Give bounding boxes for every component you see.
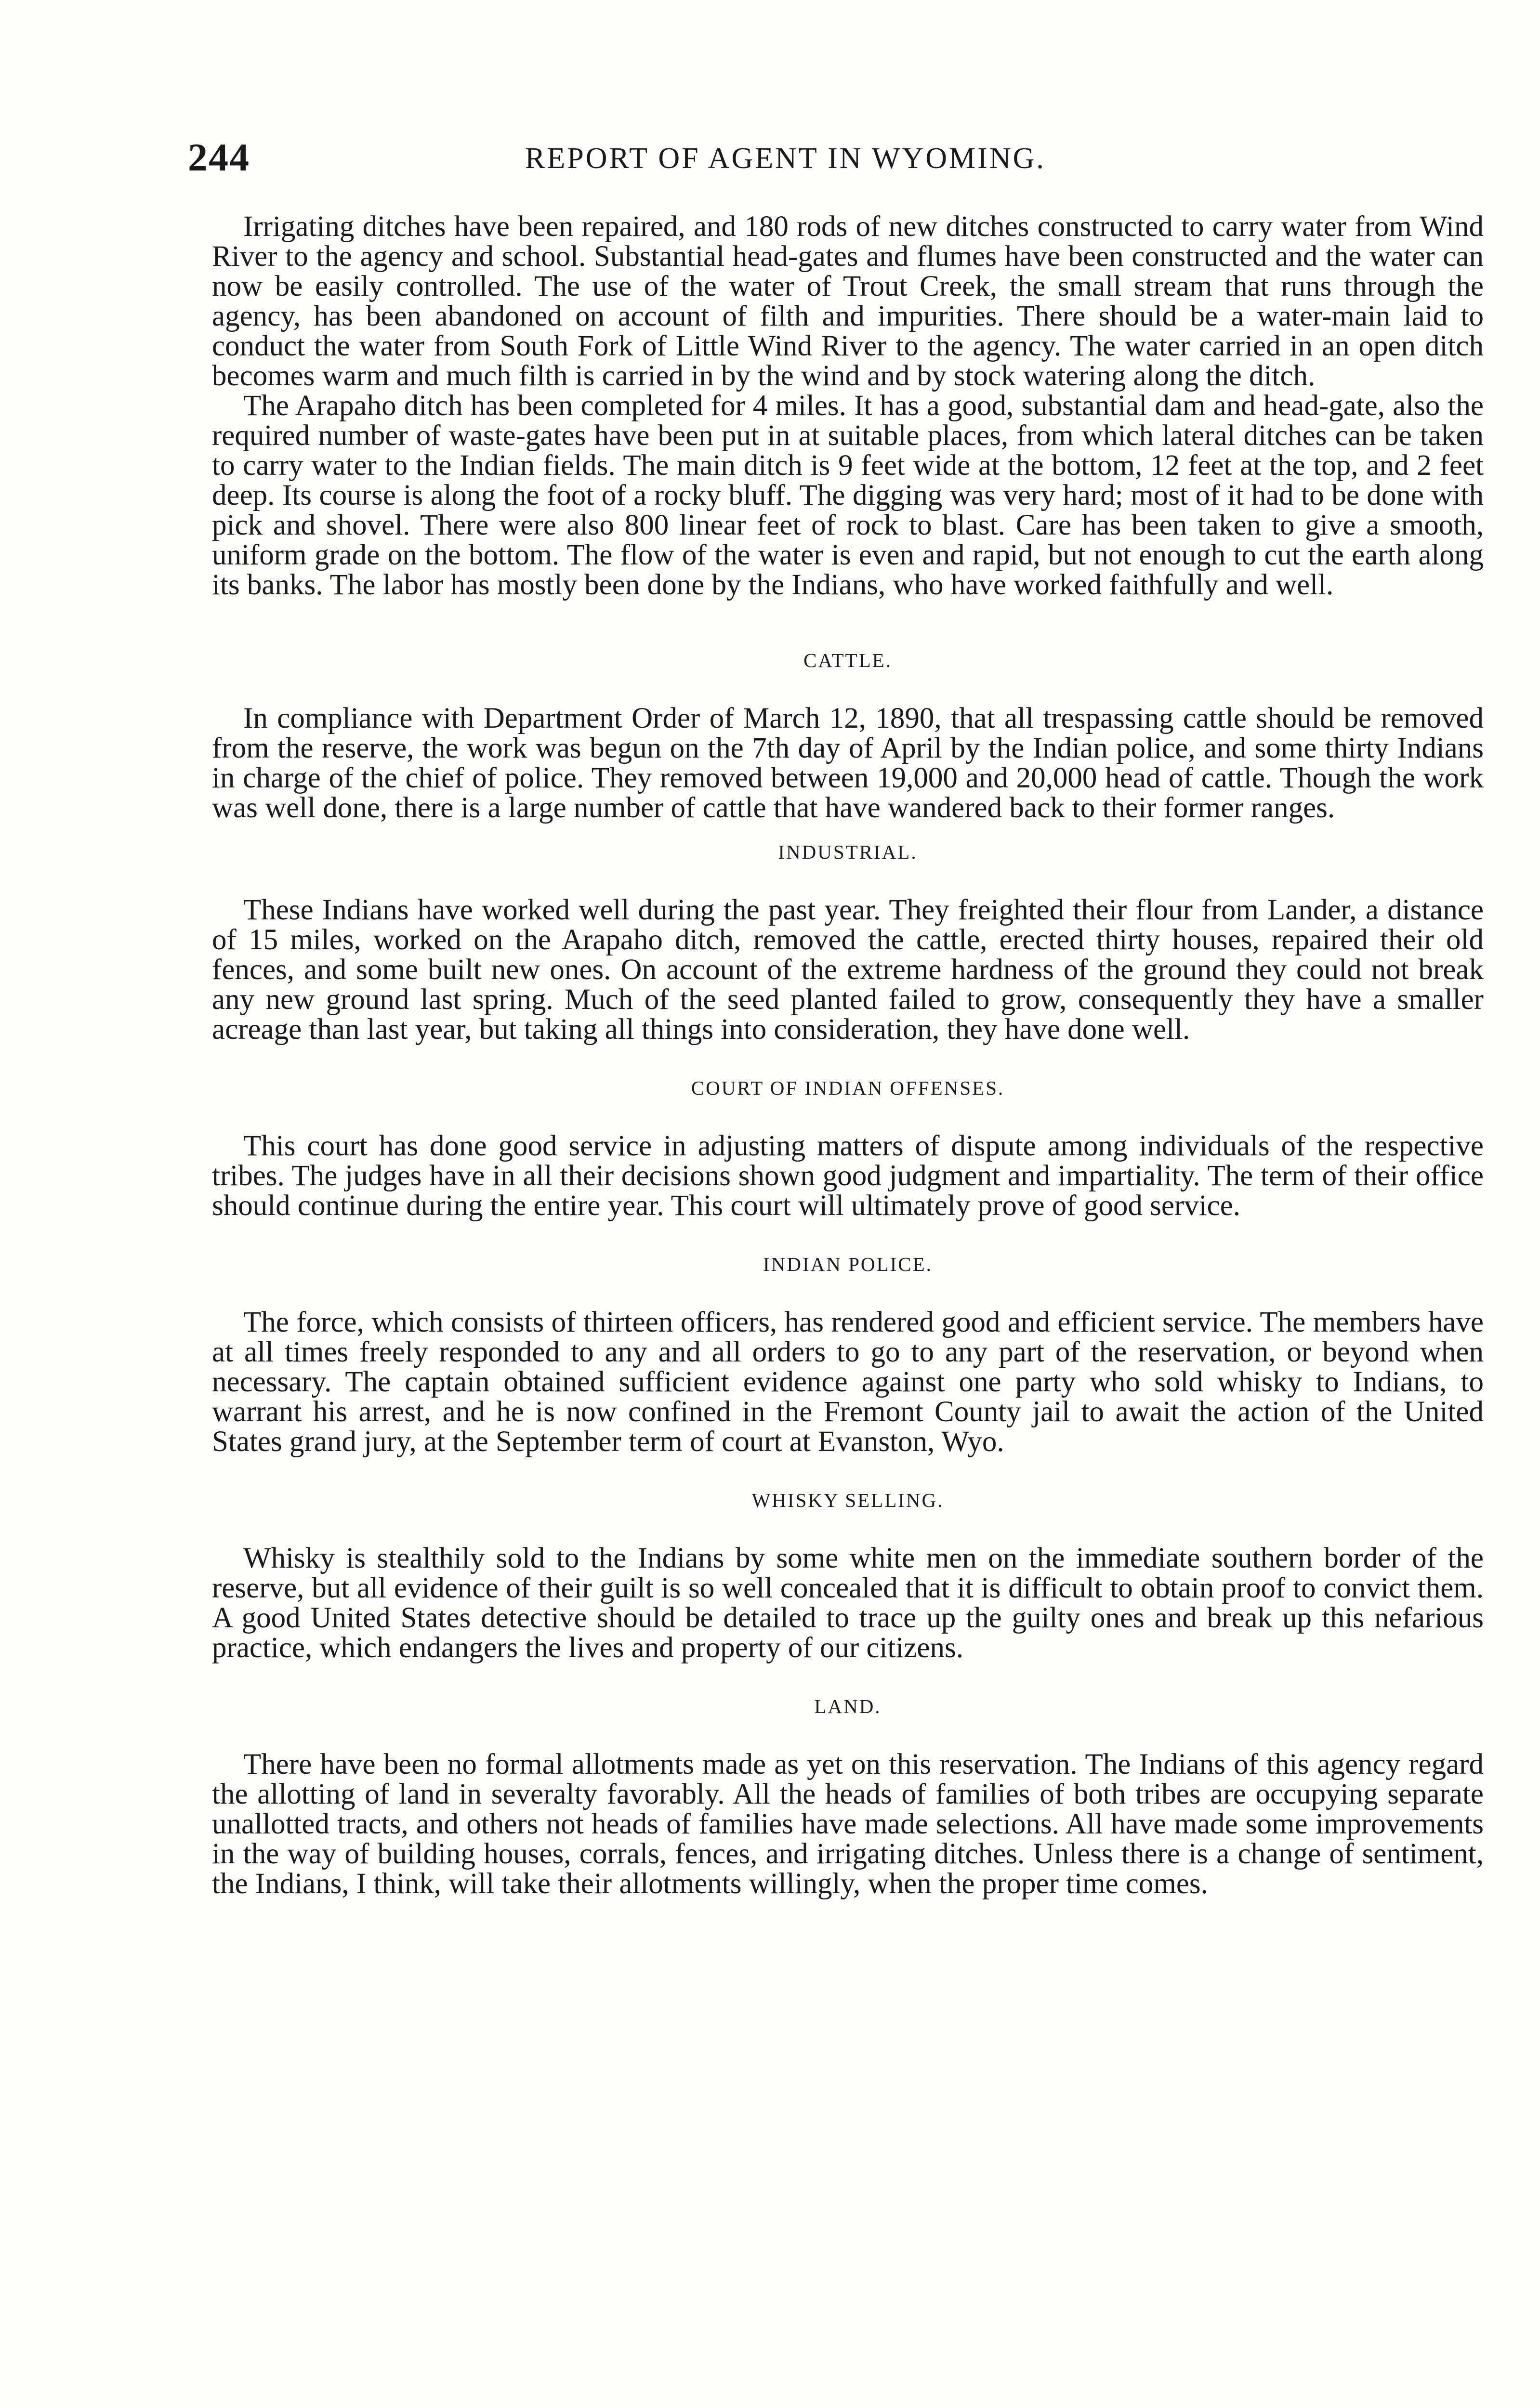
paragraph-industrial: These Indians have worked well during the past year. They freighted their flour from Lander, a distance of 15 miles, worked on the Arapaho ditch, removed the cattle, erected thirty houses, repaired their old fences, and some built new ones. On account of the extreme hardness of the ground they could not break any new ground last spring. Much of the seed planted failed to grow, consequently they have a smaller acreage than last year, but taking all things into consideration, they have done well.	[212, 894, 1484, 1046]
paragraph-irrigating-ditches: Irrigating ditches have been repaired, and 180 rods of new ditches constructed to carry water from Wind River to the agency and school. Substantial head-gates and flumes have been constructed and the water can now be easily controlled. The use of the water of Trout Creek, the small stream that runs through the agency, has been abandoned on account of filth and impurities. There should be a water-main laid to conduct the water from South Fork of Little Wind River to the agency. The water carried in an open ditch becomes warm and much filth is carried in by the wind and by stock watering along the ditch.	[212, 210, 1484, 392]
page-header	[188, 135, 1508, 188]
running-head: REPORT OF AGENT IN WYOMING.	[525, 142, 1046, 175]
body-text	[212, 212, 1484, 1899]
section-heading-court: COURT OF INDIAN OFFENSES.	[691, 1077, 1005, 1099]
page-number: 244	[188, 135, 250, 179]
paragraph-cattle: In compliance with Department Order of March 12, 1890, that all trespassing cattle should be removed from the reserve, the work was begun on the 7th day of April by the Indian police, and some thirty Indians in charge of the chief of police. They removed between 19,000 and 20,000 head of cattle. Though the work was well done, there is a large number of cattle that have wandered back to their former ranges.	[212, 702, 1484, 824]
section-heading-industrial: INDUSTRIAL.	[778, 841, 918, 863]
section-heading-cattle: CATTLE.	[803, 649, 892, 671]
paragraph-court: This court has done good service in adjusting matters of dispute among individuals of the respective tribes. The judges have in all their decisions shown good judgment and impartiality. The term of their office should continue during the entire year. This court will ultimately prove of good service.	[212, 1130, 1484, 1222]
section-heading-whisky: WHISKY SELLING.	[751, 1489, 944, 1511]
paragraph-arapaho-ditch: The Arapaho ditch has been completed for 4 miles. It has a good, substantial dam and head-gate, also the required number of waste-gates have been put in at suitable places, from which lateral ditches can be taken to carry water to the Indian fields. The main ditch is 9 feet wide at the bottom, 12 feet at the top, and 2 feet deep. Its course is along the foot of a rocky bluff. The digging was very hard; most of it had to be done with pick and shovel. There were also 800 linear feet of rock to blast. Care has been taken to give a smooth, uniform grade on the bottom. The flow of the water is even and rapid, but not enough to cut the earth along its banks. The labor has mostly been done by the Indians, who have worked faithfully and well.	[212, 390, 1484, 601]
paragraph-police: The force, which consists of thirteen officers, has rendered good and efficient service. The members have at all times freely responded to any and all orders to go to any part of the reservation, or beyond when necessary. The captain obtained sufficient evidence against one party who sold whisky to Indians, to warrant his arrest, and he is now confined in the Fremont County jail to await the action of the United States grand jury, at the September term of court at Evanston, Wyo.	[212, 1306, 1484, 1458]
paragraph-land: There have been no formal allotments made as yet on this reservation. The Indians of this agency regard the allotting of land in severalty favorably. All the heads of families of both tribes are occupying separate unallotted tracts, and others not heads of families have made selections. All have made some improvements in the way of building houses, corrals, fences, and irrigating ditches. Unless there is a change of sentiment, the Indians, I think, will take their allotments willingly, when the proper time comes.	[212, 1748, 1484, 1900]
paragraph-whisky: Whisky is stealthily sold to the Indians by some white men on the immediate southern border of the reserve, but all evidence of their guilt is so well concealed that it is difficult to obtain proof to convict them. A good United States detective should be detailed to trace up the guilty ones and break up this nefarious practice, which endangers the lives and property of our citizens.	[212, 1542, 1484, 1664]
section-heading-police: INDIAN POLICE.	[763, 1253, 933, 1275]
section-heading-land: LAND.	[814, 1695, 882, 1717]
